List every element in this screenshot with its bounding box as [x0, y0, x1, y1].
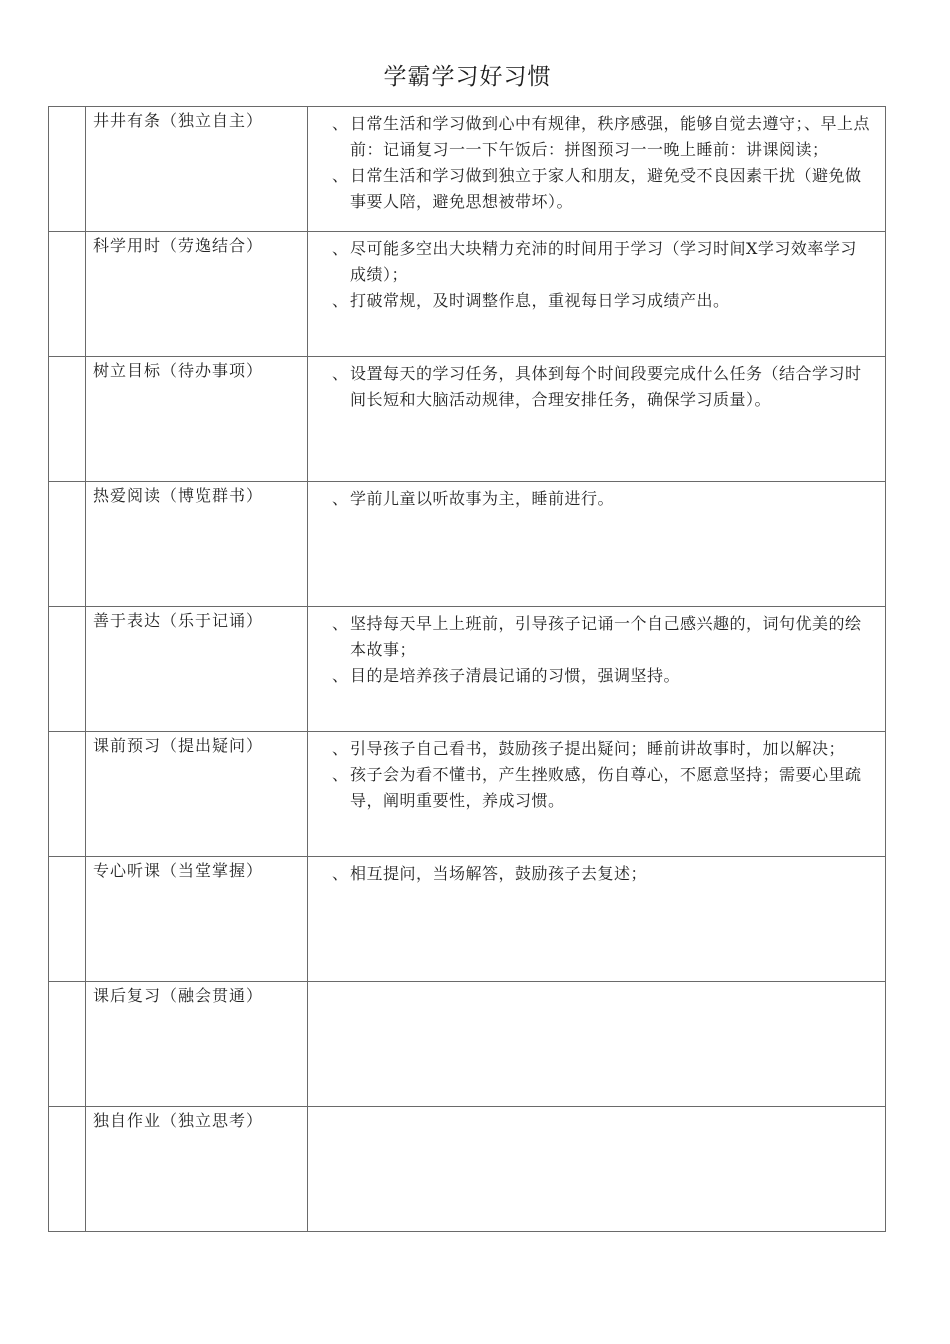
- habit-name-cell: [86, 482, 308, 607]
- habit-item-text: 尽可能多空出大块精力充沛的时间用于学习（学习时间X学习效率学习成绩）；: [350, 239, 857, 284]
- habit-item-text: 日常生活和学习做到心中有规律，秩序感强，能够自觉去遵守；、早上点前：记诵复习一一下午饭后：拼图预习一一晚上睡前：讲课阅读；: [350, 114, 871, 159]
- item-mark: 、: [332, 666, 349, 685]
- item-mark: 、: [332, 864, 349, 883]
- table-row: [49, 732, 886, 857]
- habit-description-cell: [308, 857, 886, 982]
- habit-item: [332, 236, 873, 288]
- habit-description-cell: [308, 982, 886, 1107]
- habit-item-text: 引导孩子自己看书，鼓励孩子提出疑问；睡前讲故事时，加以解决；: [350, 739, 846, 758]
- habit-item-text: 设置每天的学习任务，具体到每个时间段要完成什么任务（结合学习时间长短和大脑活动规律，合理安排任务，确保学习质量）。: [350, 364, 862, 409]
- habit-name-cell: [86, 232, 308, 357]
- habit-items: [308, 732, 885, 814]
- habit-item: [332, 486, 873, 512]
- table-row: [49, 107, 886, 232]
- habit-item-text: 坚持每天早上上班前，引导孩子记诵一个自己感兴趣的，词句优美的绘本故事；: [350, 614, 862, 659]
- habit-item: [332, 611, 873, 663]
- blank-cell: [49, 982, 86, 1107]
- item-mark: 、: [332, 239, 349, 258]
- habit-name: 善于表达（乐于记诵）: [93, 611, 264, 630]
- habit-description-cell: [308, 607, 886, 732]
- habit-item-text: 目的是培养孩子清晨记诵的习惯，强调坚持。: [350, 666, 681, 685]
- table-row: [49, 232, 886, 357]
- habit-items: [308, 857, 885, 887]
- habit-name: 树立目标（待办事项）: [93, 361, 264, 380]
- habit-item-text: 学前儿童以听故事为主，睡前进行。: [350, 489, 615, 508]
- habit-items: [308, 607, 885, 689]
- habit-name: 课前预习（提出疑问）: [93, 736, 264, 755]
- item-mark: 、: [332, 739, 349, 758]
- habit-name: 课后复习（融会贯通）: [93, 986, 264, 1005]
- blank-cell: [49, 107, 86, 232]
- item-mark: 、: [332, 765, 349, 784]
- habit-items: [308, 107, 885, 215]
- blank-cell: [49, 482, 86, 607]
- habit-name-cell: [86, 357, 308, 482]
- habit-items: [308, 357, 885, 413]
- habit-name-cell: [86, 1107, 308, 1232]
- table-row: [49, 607, 886, 732]
- habit-item: [332, 288, 873, 314]
- item-mark: 、: [332, 614, 349, 633]
- habit-name-cell: [86, 732, 308, 857]
- habit-items: [308, 982, 885, 986]
- habit-items: [308, 482, 885, 512]
- habit-item: [332, 762, 873, 814]
- habit-name-cell: [86, 982, 308, 1107]
- item-mark: 、: [332, 489, 349, 508]
- habit-name-cell: [86, 107, 308, 232]
- blank-cell: [49, 607, 86, 732]
- habit-item: [332, 111, 873, 163]
- habit-description-cell: [308, 357, 886, 482]
- habit-name-cell: [86, 857, 308, 982]
- blank-cell: [49, 857, 86, 982]
- habits-table-body: [49, 107, 886, 1232]
- table-row: [49, 982, 886, 1107]
- item-mark: 、: [332, 166, 349, 185]
- habit-description-cell: [308, 107, 886, 232]
- habit-description-cell: [308, 482, 886, 607]
- habit-name: 科学用时（劳逸结合）: [93, 236, 264, 255]
- habit-description-cell: [308, 232, 886, 357]
- habit-name: 热爱阅读（博览群书）: [93, 486, 264, 505]
- table-row: [49, 357, 886, 482]
- blank-cell: [49, 732, 86, 857]
- habit-item-text: 打破常规，及时调整作息，重视每日学习成绩产出。: [350, 291, 730, 310]
- habit-name: 专心听课（当堂掌握）: [93, 861, 264, 880]
- habit-item-text: 孩子会为看不懂书，产生挫败感，伤自尊心，不愿意坚持；需要心里疏导，阐明重要性，养成习惯。: [350, 765, 862, 810]
- table-row: [49, 1107, 886, 1232]
- item-mark: 、: [332, 114, 349, 133]
- habit-description-cell: [308, 1107, 886, 1232]
- habit-description-cell: [308, 732, 886, 857]
- habit-item: [332, 361, 873, 413]
- blank-cell: [49, 357, 86, 482]
- blank-cell: [49, 232, 86, 357]
- habit-item: [332, 861, 873, 887]
- habit-name-cell: [86, 607, 308, 732]
- blank-cell: [49, 1107, 86, 1232]
- habit-item-text: 相互提问，当场解答，鼓励孩子去复述；: [350, 864, 648, 883]
- habit-item: [332, 663, 873, 689]
- habit-item-text: 日常生活和学习做到独立于家人和朋友，避免受不良因素干扰（避免做事要人陪，避免思想被带坏）。: [350, 166, 862, 211]
- table-row: [49, 482, 886, 607]
- page-title: 学霸学习好习惯: [383, 64, 552, 90]
- habits-table: [48, 106, 886, 1232]
- habit-name: 独自作业（独立思考）: [93, 1111, 264, 1130]
- item-mark: 、: [332, 364, 349, 383]
- habit-item: [332, 736, 873, 762]
- habit-item: [332, 163, 873, 215]
- table-row: [49, 857, 886, 982]
- item-mark: 、: [332, 291, 349, 310]
- habit-name: 井井有条（独立自主）: [93, 111, 264, 130]
- habit-items: [308, 1107, 885, 1111]
- habit-items: [308, 232, 885, 314]
